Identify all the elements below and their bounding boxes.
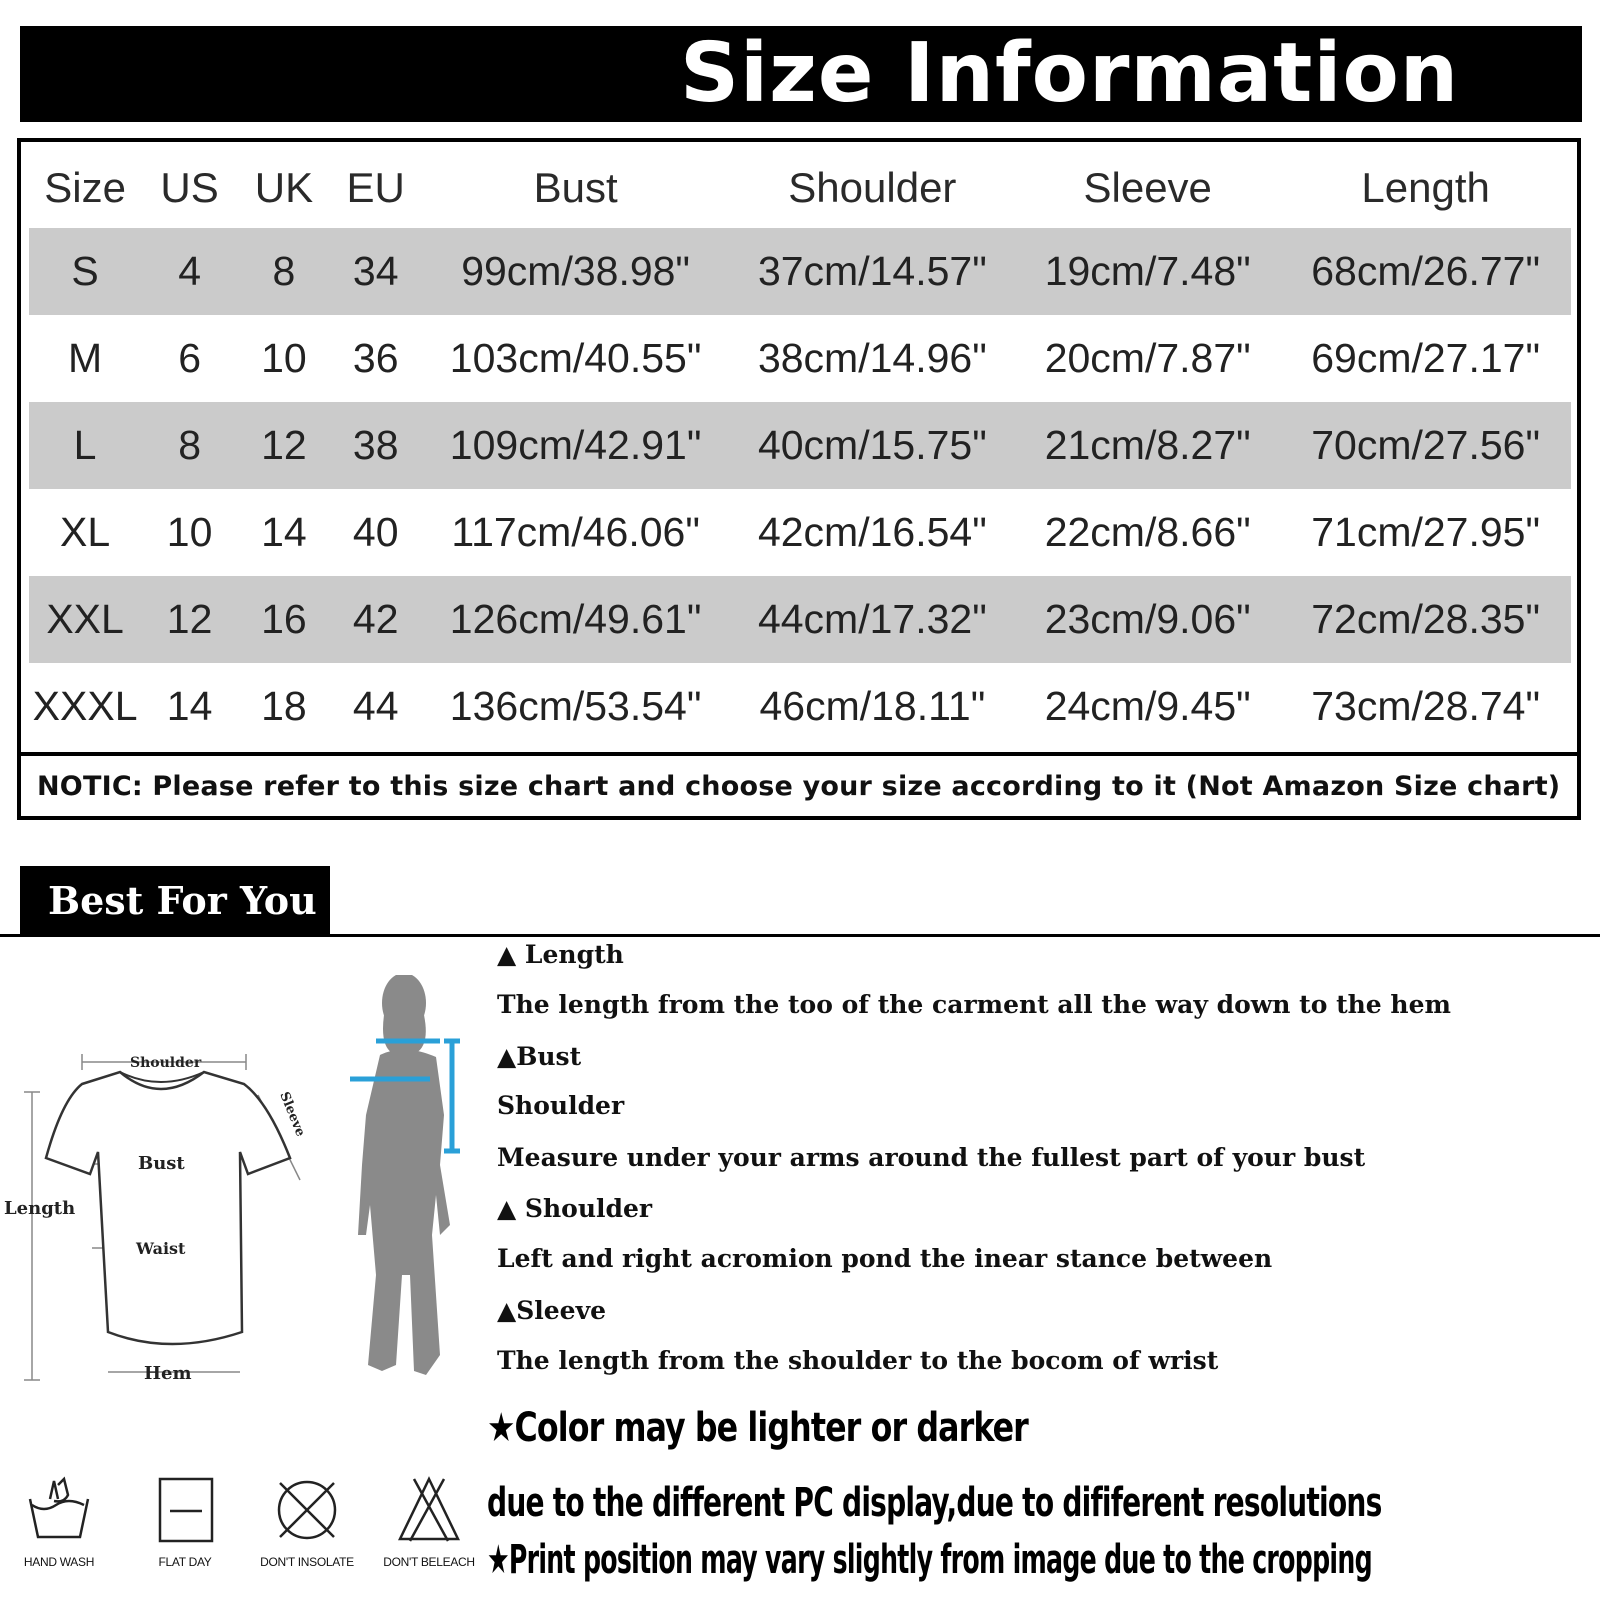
guide-text-shoulder: Left and right acromion pond the inear stance between xyxy=(497,1244,1273,1273)
cell-length: 71cm/27.95" xyxy=(1311,509,1541,555)
cell-length: 73cm/28.74" xyxy=(1311,683,1541,729)
table-row xyxy=(29,576,1571,663)
table-row xyxy=(29,315,1571,402)
shirt-label-shoulder: Shoulder xyxy=(130,1055,202,1071)
cell-bust: 103cm/40.55" xyxy=(449,335,702,381)
cell-uk: 12 xyxy=(238,402,330,489)
cell-bust: 136cm/53.54" xyxy=(449,683,702,729)
cell-eu: 42 xyxy=(330,576,422,663)
cell-uk: 14 xyxy=(261,509,307,555)
shirt-label-hem: Hem xyxy=(144,1363,192,1384)
cell-us: 12 xyxy=(141,576,238,663)
header-size: Size xyxy=(44,164,126,211)
cell-shoulder: 40cm/15.75" xyxy=(730,402,1016,489)
cell-sleeve: 23cm/9.06" xyxy=(1015,576,1280,663)
cell-length: 70cm/27.56" xyxy=(1280,402,1571,489)
shirt-label-waist: Waist xyxy=(136,1239,186,1258)
cell-bust: 126cm/49.61" xyxy=(422,576,730,663)
cell-eu: 44 xyxy=(352,683,399,729)
cell-shoulder: 38cm/14.96" xyxy=(757,335,987,381)
care-label: HAND WASH xyxy=(23,1555,95,1569)
size-table xyxy=(29,148,1571,750)
cell-us: 10 xyxy=(166,509,213,555)
size-chart xyxy=(17,138,1581,820)
header-uk: UK xyxy=(254,164,314,211)
cell-bust: 117cm/46.06" xyxy=(451,509,700,555)
note-color: ★Color may be lighter or darker xyxy=(487,1405,1028,1451)
cell-eu: 38 xyxy=(330,402,422,489)
shirt-label-length: Length xyxy=(4,1198,76,1219)
cell-sleeve: 19cm/7.48" xyxy=(1015,228,1280,315)
care-label: DON'T INSOLATE xyxy=(260,1555,354,1569)
guide-text-sleeve: The length from the shoulder to the bocom of wrist xyxy=(497,1346,1219,1375)
title-bar xyxy=(20,26,1582,122)
cell-sleeve: 21cm/8.27" xyxy=(1015,402,1280,489)
care-do-not-insolate xyxy=(252,1475,362,1569)
do-not-bleach-icon xyxy=(394,1475,464,1545)
page-title: Size Information xyxy=(680,26,1460,121)
hand-wash-icon xyxy=(24,1475,94,1545)
cell-eu: 36 xyxy=(352,335,399,381)
table-header-row xyxy=(29,148,1571,228)
guide-text-bust-shoulder: Shoulder xyxy=(497,1091,625,1120)
table-row xyxy=(29,663,1571,750)
table-row xyxy=(29,402,1571,489)
cell-us: 6 xyxy=(178,335,202,381)
cell-size: S xyxy=(29,228,141,315)
cell-uk: 18 xyxy=(261,683,307,729)
cell-us: 4 xyxy=(141,228,238,315)
care-label: DON'T BELEACH xyxy=(383,1555,475,1569)
cell-size: XL xyxy=(60,509,111,555)
cell-uk: 10 xyxy=(261,335,307,381)
best-for-you-tab: Best For You xyxy=(20,866,330,936)
header-bust: Bust xyxy=(533,164,618,211)
table-row xyxy=(29,489,1571,576)
cell-size: XXXL xyxy=(32,683,138,729)
care-hand-wash xyxy=(4,1475,114,1569)
cell-shoulder: 37cm/14.57" xyxy=(730,228,1016,315)
cell-eu: 40 xyxy=(352,509,399,555)
header-shoulder: Shoulder xyxy=(788,164,957,211)
header-eu: EU xyxy=(346,164,405,211)
header-us: US xyxy=(160,164,219,211)
tshirt-diagram xyxy=(0,1040,320,1430)
shirt-label-bust: Bust xyxy=(138,1153,185,1174)
cell-uk: 8 xyxy=(238,228,330,315)
cell-sleeve: 20cm/7.87" xyxy=(1044,335,1251,381)
section-divider xyxy=(0,934,1600,937)
guide-heading-sleeve: ▲Sleeve xyxy=(497,1296,607,1325)
note-display: due to the different PC display,due to dififerent resolutions xyxy=(487,1480,1382,1526)
do-not-insolate-icon xyxy=(272,1475,342,1545)
header-sleeve: Sleeve xyxy=(1083,164,1212,211)
cell-size: XXL xyxy=(29,576,141,663)
tshirt-outline xyxy=(46,1072,290,1344)
cell-uk: 16 xyxy=(238,576,330,663)
guide-heading-length: ▲ Length xyxy=(497,940,624,969)
cell-shoulder: 42cm/16.54" xyxy=(757,509,987,555)
cell-length: 72cm/28.35" xyxy=(1280,576,1571,663)
cell-shoulder: 46cm/18.11" xyxy=(759,683,986,729)
cell-bust: 109cm/42.91" xyxy=(422,402,730,489)
note-print-position: ★Print position may vary slightly from image due to the cropping xyxy=(487,1537,1372,1583)
header-length: Length xyxy=(1361,164,1490,211)
person-silhouette xyxy=(340,975,480,1395)
care-flat-dry xyxy=(130,1475,240,1569)
cell-length: 69cm/27.17" xyxy=(1311,335,1541,381)
cell-us: 14 xyxy=(166,683,213,729)
care-label: FLAT DAY xyxy=(158,1555,212,1569)
flat-dry-icon xyxy=(150,1475,220,1545)
guide-text-bust: Measure under your arms around the fullest part of your bust xyxy=(497,1143,1366,1172)
cell-shoulder: 44cm/17.32" xyxy=(730,576,1016,663)
guide-heading-shoulder: ▲ Shoulder xyxy=(497,1194,653,1223)
cell-bust: 99cm/38.98" xyxy=(422,228,730,315)
cell-eu: 34 xyxy=(330,228,422,315)
cell-size: L xyxy=(29,402,141,489)
guide-heading-bust: ▲Bust xyxy=(497,1042,582,1071)
cell-size: M xyxy=(68,335,103,381)
care-do-not-bleach xyxy=(374,1475,484,1569)
cell-length: 68cm/26.77" xyxy=(1280,228,1571,315)
cell-us: 8 xyxy=(141,402,238,489)
shirt-label-sleeve: Sleeve xyxy=(276,1089,308,1139)
guide-text-length: The length from the too of the carment all the way down to the hem xyxy=(497,990,1451,1019)
cell-sleeve: 24cm/9.45" xyxy=(1044,683,1251,729)
table-row xyxy=(29,228,1571,315)
cell-sleeve: 22cm/8.66" xyxy=(1044,509,1251,555)
size-chart-notice: NOTIC: Please refer to this size chart and choose your size according to it (Not Amazon Size chart) xyxy=(21,752,1577,820)
